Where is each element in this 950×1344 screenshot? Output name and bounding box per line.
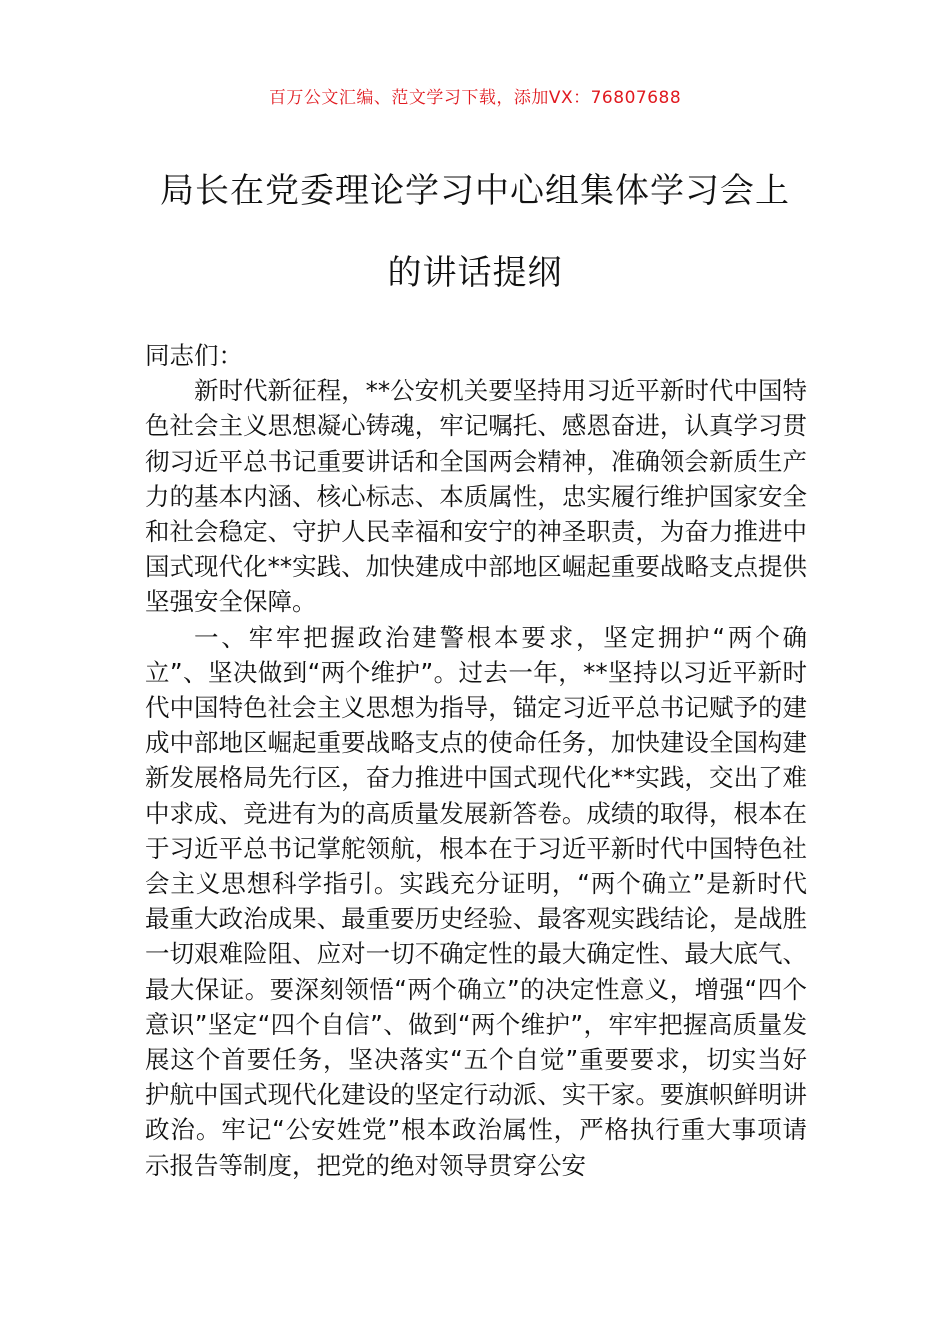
document-body: [145, 338, 807, 1183]
salutation: 同志们：: [145, 341, 243, 370]
paragraph-intro: 新时代新征程，**公安机关要坚持用习近平新时代中国特色社会主义思想凝心铸魂，牢记嘱托、感恩奋进，认真学习贯彻习近平总书记重要讲话和全国两会精神，准确领会新质生产力的基本内涵、核心标志、本质属性，忠实履行维护国家安全和社会稳定、守护人民幸福和安宁的神圣职责，为奋力推进中国式现代化**实践、加快建成中部地区崛起重要战略支点提供坚强安全保障。: [145, 376, 807, 617]
paragraph-section-1: 一、牢牢把握政治建警根本要求，坚定拥护“两个确立”、坚决做到“两个维护”。过去一年，**坚持以习近平新时代中国特色社会主义思想为指导，锚定习近平总书记赋予的建成中部地区崛起重要战略支点的使命任务，加快建设全国构建新发展格局先行区，奋力推进中国式现代化**实践，交出了难中求成、竞进有为的高质量发展新答卷。成绩的取得，根本在于习近平总书记掌舵领航，根本在于习近平新时代中国特色社会主义思想科学指引。实践充分证明，“两个确立”是新时代最重大政治成果、最重要历史经验、最客观实践结论，是战胜一切艰难险阻、应对一切不确定性的最大确定性、最大底气、最大保证。要深刻领悟“两个确立”的决定性意义，增强“四个意识”坚定“四个自信”、做到“两个维护”，牢牢把握高质量发展这个首要任务，坚决落实“五个自觉”重要要求，切实当好护航中国式现代化建设的坚定行动派、实干家。要旗帜鲜明讲政治。牢记“公安姓党”根本政治属性，严格执行重大事项请示报告等制度，把党的绝对领导贯穿公安: [145, 622, 807, 1180]
title-line-1: 局长在党委理论学习中心组集体学习会上: [160, 171, 790, 211]
document-title: [120, 150, 830, 314]
header-note: 百万公文汇编、范文学习下载，添加VX：76807688: [268, 88, 682, 108]
title-line-2: 的讲话提纲: [387, 253, 563, 293]
